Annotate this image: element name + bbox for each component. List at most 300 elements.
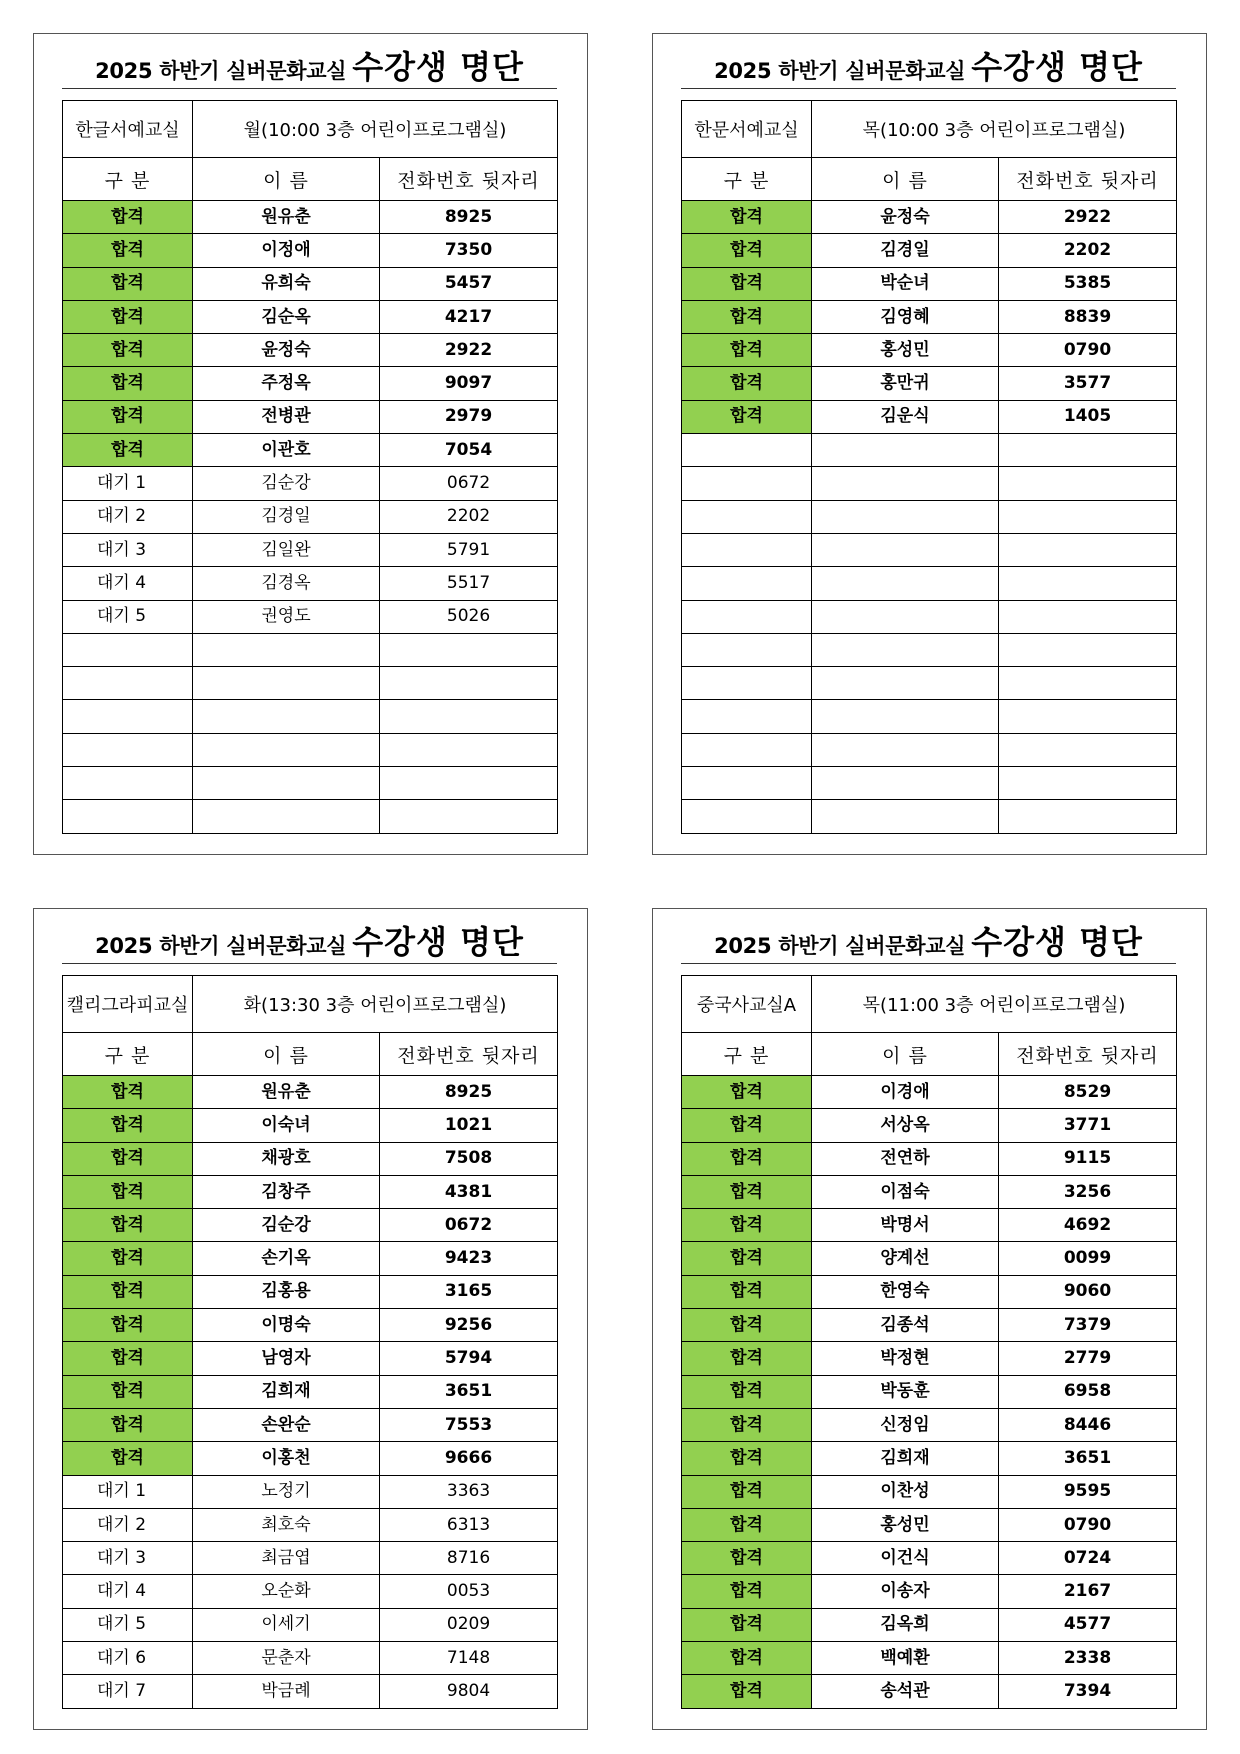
- header-phone: 전화번호 뒷자리: [380, 1033, 558, 1076]
- roster-title: [681, 42, 1176, 89]
- course-schedule: 월(10:00 3층 어린이프로그램실): [193, 101, 558, 158]
- table-row: [63, 1608, 558, 1641]
- course-schedule: 목(11:00 3층 어린이프로그램실): [812, 976, 1177, 1033]
- cell-phone: 0724: [999, 1542, 1177, 1575]
- cell-name: [193, 633, 380, 666]
- cell-name: 이정애: [193, 234, 380, 267]
- cell-name: 양계선: [812, 1242, 999, 1275]
- table-header: [63, 158, 558, 201]
- table-row: [682, 1275, 1177, 1308]
- cell-status: 대기 1: [63, 1475, 193, 1508]
- cell-name: 김옥희: [812, 1608, 999, 1641]
- table-row: [63, 1642, 558, 1675]
- table-row: [63, 367, 558, 400]
- empty-row: [63, 733, 558, 766]
- cell-status: 대기 3: [63, 1542, 193, 1575]
- cell-status: 합격: [682, 400, 812, 433]
- cell-status: 대기 6: [63, 1642, 193, 1675]
- header-phone: 전화번호 뒷자리: [999, 1033, 1177, 1076]
- table-row: [682, 234, 1177, 267]
- table-row: [63, 467, 558, 500]
- table-row: [63, 1375, 558, 1408]
- table-row: [682, 1175, 1177, 1208]
- cell-name: [812, 500, 999, 533]
- cell-status: 합격: [63, 267, 193, 300]
- empty-row: [682, 500, 1177, 533]
- title-program: 2025 하반기 실버문화교실: [95, 59, 347, 83]
- table-row: [682, 1375, 1177, 1408]
- cell-name: 이경애: [812, 1076, 999, 1109]
- cell-name: 이찬성: [812, 1475, 999, 1508]
- cell-status: 합격: [682, 1608, 812, 1641]
- cell-phone: 2979: [380, 400, 558, 433]
- cell-status: 합격: [682, 1542, 812, 1575]
- cell-status: [682, 767, 812, 800]
- cell-phone: 8529: [999, 1076, 1177, 1109]
- cell-status: [63, 733, 193, 766]
- cell-name: 한영숙: [812, 1275, 999, 1308]
- cell-status: 합격: [682, 1575, 812, 1608]
- cell-status: 합격: [63, 1375, 193, 1408]
- course-info-row: [682, 976, 1177, 1033]
- cell-phone: 0672: [380, 1209, 558, 1242]
- cell-name: 이건식: [812, 1542, 999, 1575]
- cell-phone: 1021: [380, 1109, 558, 1142]
- cell-name: 노정기: [193, 1475, 380, 1508]
- table-row: [682, 1309, 1177, 1342]
- roster-card: [33, 908, 588, 1730]
- roster-table: [681, 100, 1177, 834]
- cell-name: [812, 533, 999, 566]
- table-header: [682, 1033, 1177, 1076]
- cell-phone: 7553: [380, 1408, 558, 1441]
- cell-status: [63, 667, 193, 700]
- cell-phone: 0790: [999, 334, 1177, 367]
- cell-name: 홍만귀: [812, 367, 999, 400]
- cell-name: 이명숙: [193, 1309, 380, 1342]
- cell-status: 합격: [63, 400, 193, 433]
- cell-status: 대기 5: [63, 1608, 193, 1641]
- cell-name: 전연하: [812, 1142, 999, 1175]
- cell-name: [193, 700, 380, 733]
- table-row: [63, 1142, 558, 1175]
- cell-name: [193, 667, 380, 700]
- cell-phone: 9804: [380, 1675, 558, 1708]
- empty-row: [63, 633, 558, 666]
- header-name: 이 름: [193, 1033, 380, 1076]
- table-row: [63, 300, 558, 333]
- cell-name: 홍성민: [812, 334, 999, 367]
- table-row: [63, 1342, 558, 1375]
- roster-card: [652, 33, 1207, 855]
- cell-name: [812, 600, 999, 633]
- cell-name: 이홍천: [193, 1442, 380, 1475]
- cell-phone: [999, 633, 1177, 666]
- cell-phone: 0672: [380, 467, 558, 500]
- cell-status: 합격: [63, 1342, 193, 1375]
- cell-name: 김순강: [193, 1209, 380, 1242]
- cell-status: 합격: [682, 1508, 812, 1541]
- cell-name: [812, 434, 999, 467]
- cell-name: [812, 567, 999, 600]
- cell-name: [193, 767, 380, 800]
- cell-phone: [380, 667, 558, 700]
- table-row: [63, 234, 558, 267]
- table-row: [63, 1675, 558, 1708]
- cell-status: [682, 533, 812, 566]
- cell-phone: 2202: [380, 500, 558, 533]
- table-row: [63, 533, 558, 566]
- cell-name: 박정현: [812, 1342, 999, 1375]
- cell-status: 합격: [682, 334, 812, 367]
- cell-status: [682, 500, 812, 533]
- table-row: [682, 1608, 1177, 1641]
- empty-row: [682, 434, 1177, 467]
- table-row: [63, 434, 558, 467]
- cell-phone: 5517: [380, 567, 558, 600]
- title-roster: 수강생 명단: [352, 48, 524, 86]
- cell-status: [682, 667, 812, 700]
- cell-name: 김순강: [193, 467, 380, 500]
- cell-status: 대기 4: [63, 567, 193, 600]
- cell-phone: [380, 733, 558, 766]
- table-row: [682, 1575, 1177, 1608]
- table-row: [682, 1342, 1177, 1375]
- cell-name: 홍성민: [812, 1508, 999, 1541]
- cell-status: 대기 2: [63, 1508, 193, 1541]
- cell-name: [812, 733, 999, 766]
- cell-status: 합격: [63, 1175, 193, 1208]
- cell-phone: [999, 767, 1177, 800]
- cell-name: 원유춘: [193, 1076, 380, 1109]
- roster-table: [681, 975, 1177, 1709]
- roster-card: [652, 908, 1207, 1730]
- cell-phone: 6313: [380, 1508, 558, 1541]
- cell-phone: 9115: [999, 1142, 1177, 1175]
- cell-phone: 3256: [999, 1175, 1177, 1208]
- cell-name: 김운식: [812, 400, 999, 433]
- cell-phone: [999, 733, 1177, 766]
- cell-phone: 9423: [380, 1242, 558, 1275]
- cell-name: 박명서: [812, 1209, 999, 1242]
- cell-status: 합격: [682, 234, 812, 267]
- table-row: [682, 1542, 1177, 1575]
- cell-phone: 8839: [999, 300, 1177, 333]
- cell-phone: 8925: [380, 201, 558, 234]
- roster-title: [62, 42, 557, 89]
- cell-status: [682, 434, 812, 467]
- cell-name: 김종석: [812, 1309, 999, 1342]
- cell-phone: 9060: [999, 1275, 1177, 1308]
- cell-phone: 7394: [999, 1675, 1177, 1708]
- course-name: 한문서예교실: [682, 101, 812, 158]
- cell-status: 합격: [682, 1209, 812, 1242]
- table-row: [63, 1408, 558, 1441]
- cell-name: [812, 767, 999, 800]
- empty-row: [682, 567, 1177, 600]
- cell-phone: 3651: [380, 1375, 558, 1408]
- cell-phone: 7054: [380, 434, 558, 467]
- cell-status: 대기 2: [63, 500, 193, 533]
- table-row: [63, 400, 558, 433]
- empty-row: [682, 600, 1177, 633]
- table-row: [63, 1275, 558, 1308]
- cell-name: 이송자: [812, 1575, 999, 1608]
- cell-status: 합격: [63, 234, 193, 267]
- cell-status: 합격: [63, 1442, 193, 1475]
- header-status: 구 분: [682, 1033, 812, 1076]
- table-row: [63, 1109, 558, 1142]
- cell-name: 송석관: [812, 1675, 999, 1708]
- header-status: 구 분: [682, 158, 812, 201]
- cell-status: 합격: [63, 334, 193, 367]
- cell-status: 합격: [682, 1076, 812, 1109]
- table-row: [682, 1242, 1177, 1275]
- cell-status: 합격: [682, 1342, 812, 1375]
- table-row: [682, 1209, 1177, 1242]
- cell-phone: 8446: [999, 1408, 1177, 1441]
- course-name: 중국사교실A: [682, 976, 812, 1033]
- cell-status: 합격: [682, 1109, 812, 1142]
- table-row: [682, 267, 1177, 300]
- cell-name: 박금례: [193, 1675, 380, 1708]
- cell-phone: 9595: [999, 1475, 1177, 1508]
- cell-phone: [999, 667, 1177, 700]
- cell-status: 대기 3: [63, 533, 193, 566]
- cell-phone: [999, 533, 1177, 566]
- cell-phone: 3165: [380, 1275, 558, 1308]
- empty-row: [682, 700, 1177, 733]
- cell-name: 원유춘: [193, 201, 380, 234]
- cell-phone: [380, 800, 558, 833]
- cell-name: [812, 700, 999, 733]
- empty-row: [63, 700, 558, 733]
- cell-name: 박순녀: [812, 267, 999, 300]
- table-row: [63, 600, 558, 633]
- cell-name: 이점숙: [812, 1175, 999, 1208]
- course-info-row: [63, 101, 558, 158]
- table-row: [682, 1442, 1177, 1475]
- cell-name: 김홍용: [193, 1275, 380, 1308]
- cell-status: 대기 7: [63, 1675, 193, 1708]
- cell-status: [63, 633, 193, 666]
- cell-status: [63, 700, 193, 733]
- cell-name: 백예환: [812, 1642, 999, 1675]
- cell-status: 합격: [63, 1309, 193, 1342]
- course-info-row: [63, 976, 558, 1033]
- table-row: [63, 334, 558, 367]
- cell-phone: [380, 633, 558, 666]
- cell-status: 합격: [63, 1109, 193, 1142]
- header-phone: 전화번호 뒷자리: [999, 158, 1177, 201]
- empty-row: [63, 800, 558, 833]
- cell-phone: 4381: [380, 1175, 558, 1208]
- cell-phone: 5794: [380, 1342, 558, 1375]
- cell-name: 김영혜: [812, 300, 999, 333]
- cell-status: 합격: [63, 300, 193, 333]
- table-row: [63, 1575, 558, 1608]
- empty-row: [682, 767, 1177, 800]
- header-status: 구 분: [63, 1033, 193, 1076]
- table-row: [682, 367, 1177, 400]
- title-roster: 수강생 명단: [971, 48, 1143, 86]
- course-name: 한글서예교실: [63, 101, 193, 158]
- cell-status: 합격: [682, 1142, 812, 1175]
- roster-title: [681, 917, 1176, 964]
- table-row: [63, 267, 558, 300]
- cell-status: 합격: [682, 1175, 812, 1208]
- cell-phone: 9256: [380, 1309, 558, 1342]
- cell-status: [682, 800, 812, 833]
- roster-card: [33, 33, 588, 855]
- cell-status: 합격: [63, 434, 193, 467]
- cell-name: [812, 800, 999, 833]
- table-row: [682, 1675, 1177, 1708]
- cell-name: 최금엽: [193, 1542, 380, 1575]
- table-row: [682, 1642, 1177, 1675]
- table-row: [682, 1142, 1177, 1175]
- cell-status: [682, 600, 812, 633]
- cell-name: 김희재: [812, 1442, 999, 1475]
- cell-name: [193, 733, 380, 766]
- cell-name: 윤정숙: [193, 334, 380, 367]
- cell-name: 유희숙: [193, 267, 380, 300]
- cell-name: 이관호: [193, 434, 380, 467]
- cell-status: 대기 5: [63, 600, 193, 633]
- cell-status: [682, 567, 812, 600]
- roster-table: [62, 100, 558, 834]
- cell-name: 주정옥: [193, 367, 380, 400]
- cell-phone: 2922: [380, 334, 558, 367]
- cell-phone: [380, 700, 558, 733]
- header-name: 이 름: [193, 158, 380, 201]
- cell-phone: [999, 800, 1177, 833]
- cell-status: 합격: [63, 367, 193, 400]
- cell-phone: 2338: [999, 1642, 1177, 1675]
- cell-name: 손완순: [193, 1408, 380, 1441]
- cell-name: 박동훈: [812, 1375, 999, 1408]
- cell-phone: [999, 434, 1177, 467]
- cell-name: 김창주: [193, 1175, 380, 1208]
- cell-phone: 8925: [380, 1076, 558, 1109]
- table-row: [682, 1508, 1177, 1541]
- cell-status: [682, 700, 812, 733]
- course-info-row: [682, 101, 1177, 158]
- title-roster: 수강생 명단: [352, 923, 524, 961]
- cell-name: [812, 633, 999, 666]
- table-row: [682, 334, 1177, 367]
- cell-phone: [380, 767, 558, 800]
- cell-name: 최호숙: [193, 1508, 380, 1541]
- empty-row: [682, 533, 1177, 566]
- cell-phone: 2779: [999, 1342, 1177, 1375]
- roster-table: [62, 975, 558, 1709]
- cell-phone: 2167: [999, 1575, 1177, 1608]
- cell-name: 권영도: [193, 600, 380, 633]
- table-row: [682, 1475, 1177, 1508]
- cell-phone: [999, 700, 1177, 733]
- cell-phone: 0099: [999, 1242, 1177, 1275]
- cell-status: 합격: [682, 1242, 812, 1275]
- empty-row: [63, 767, 558, 800]
- cell-status: [682, 633, 812, 666]
- title-program: 2025 하반기 실버문화교실: [714, 59, 966, 83]
- cell-name: 김경옥: [193, 567, 380, 600]
- table-row: [63, 1242, 558, 1275]
- cell-status: 합격: [682, 1675, 812, 1708]
- table-row: [63, 1175, 558, 1208]
- cell-phone: 0053: [380, 1575, 558, 1608]
- table-row: [63, 1076, 558, 1109]
- cell-phone: 6958: [999, 1375, 1177, 1408]
- cell-phone: [999, 500, 1177, 533]
- cell-status: 합격: [63, 1142, 193, 1175]
- cell-status: [63, 800, 193, 833]
- cell-status: 합격: [63, 1408, 193, 1441]
- cell-phone: 0790: [999, 1508, 1177, 1541]
- title-program: 2025 하반기 실버문화교실: [95, 934, 347, 958]
- table-row: [63, 1542, 558, 1575]
- table-row: [63, 1309, 558, 1342]
- table-row: [682, 1076, 1177, 1109]
- cell-name: 서상옥: [812, 1109, 999, 1142]
- cell-phone: 3651: [999, 1442, 1177, 1475]
- cell-phone: 7508: [380, 1142, 558, 1175]
- cell-name: 김희재: [193, 1375, 380, 1408]
- cell-phone: 4692: [999, 1209, 1177, 1242]
- cell-phone: 7350: [380, 234, 558, 267]
- cell-status: 대기 4: [63, 1575, 193, 1608]
- cell-phone: 3577: [999, 367, 1177, 400]
- title-roster: 수강생 명단: [971, 923, 1143, 961]
- course-schedule: 목(10:00 3층 어린이프로그램실): [812, 101, 1177, 158]
- table-row: [682, 1109, 1177, 1142]
- empty-row: [682, 633, 1177, 666]
- table-row: [63, 201, 558, 234]
- header-name: 이 름: [812, 158, 999, 201]
- cell-name: 전병관: [193, 400, 380, 433]
- table-row: [63, 1209, 558, 1242]
- cell-phone: 4217: [380, 300, 558, 333]
- cell-status: 합격: [682, 1475, 812, 1508]
- cell-name: [812, 467, 999, 500]
- cell-status: 합격: [682, 300, 812, 333]
- empty-row: [682, 467, 1177, 500]
- cell-status: 합격: [682, 367, 812, 400]
- course-schedule: 화(13:30 3층 어린이프로그램실): [193, 976, 558, 1033]
- cell-name: 채광호: [193, 1142, 380, 1175]
- cell-status: 합격: [63, 1242, 193, 1275]
- cell-phone: 5457: [380, 267, 558, 300]
- table-header: [682, 158, 1177, 201]
- table-row: [682, 1408, 1177, 1441]
- title-program: 2025 하반기 실버문화교실: [714, 934, 966, 958]
- cell-status: 합격: [682, 267, 812, 300]
- cell-name: 오순화: [193, 1575, 380, 1608]
- empty-row: [682, 667, 1177, 700]
- cell-status: 합격: [682, 1275, 812, 1308]
- cell-name: 이숙녀: [193, 1109, 380, 1142]
- cell-phone: 1405: [999, 400, 1177, 433]
- cell-status: 합격: [682, 1375, 812, 1408]
- cell-phone: [999, 567, 1177, 600]
- cell-name: 윤정숙: [812, 201, 999, 234]
- cell-name: 신정임: [812, 1408, 999, 1441]
- cell-phone: 3363: [380, 1475, 558, 1508]
- table-row: [63, 1442, 558, 1475]
- cell-phone: 8716: [380, 1542, 558, 1575]
- table-row: [682, 201, 1177, 234]
